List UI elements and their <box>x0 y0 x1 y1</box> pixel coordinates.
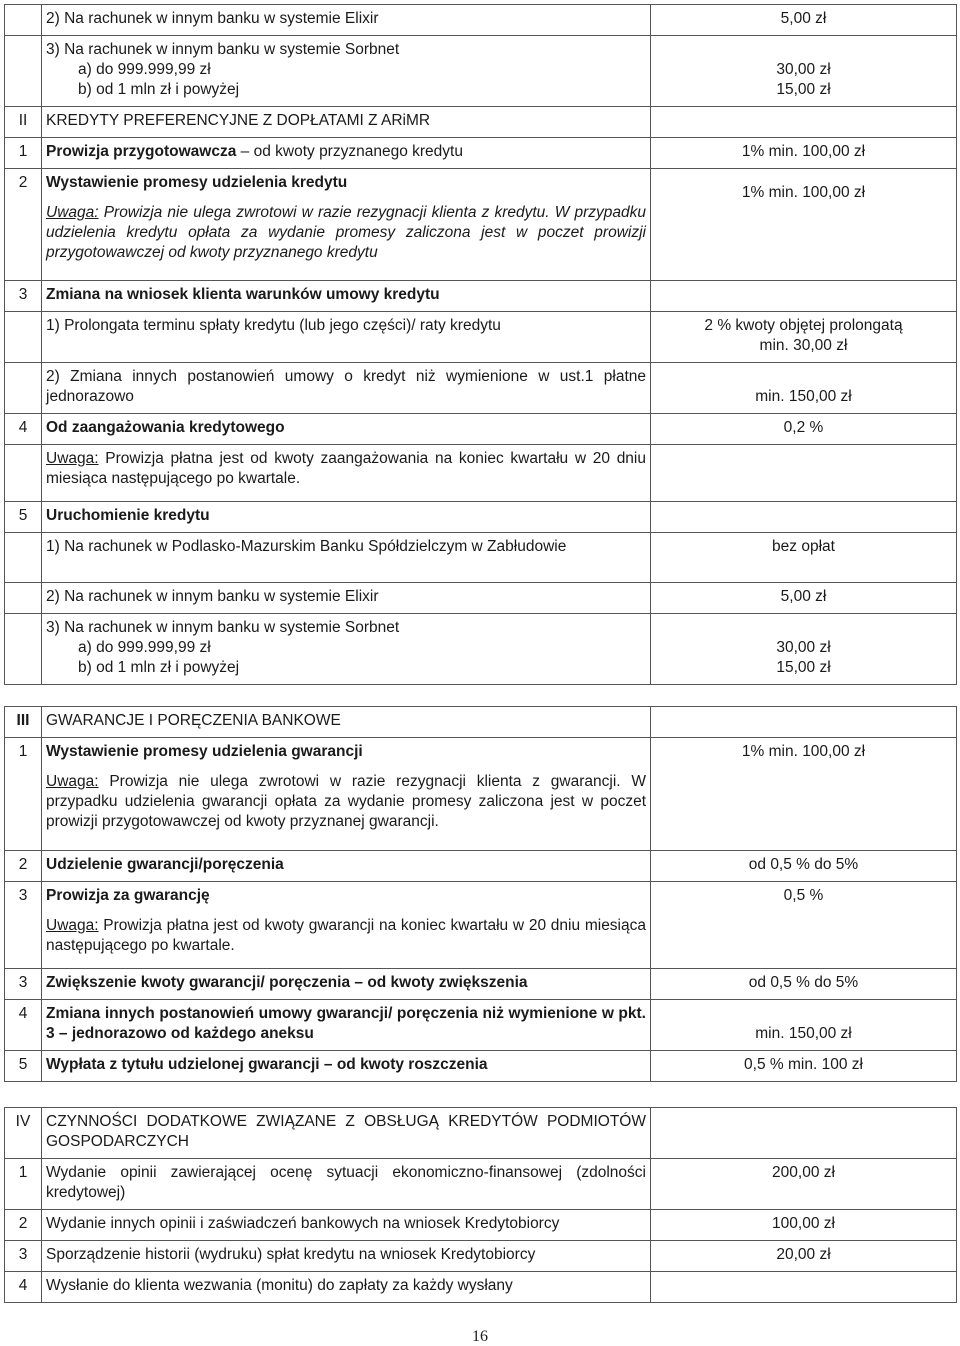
fee-row-amount: 2 % kwoty objętej prolongatą min. 30,00 zł <box>651 312 957 363</box>
fee-row-title: Uruchomienie kredytu <box>42 502 651 533</box>
fee-subrow: 2) Zmiana innych postanowień umowy o kredyt niż wymienione w ust.1 płatne jednorazowo <box>42 363 651 414</box>
fee-row-title: Zwiększenie kwoty gwarancji/ poręczenia – od kwoty zwiększenia <box>42 969 651 1000</box>
fee-subrow: 2) Na rachunek w innym banku w systemie Elixir <box>42 583 651 614</box>
fee-row-title: Prowizja za gwarancję Uwaga: Prowizja płatna jest od kwoty gwarancji na koniec kwartału w 20 dniu miesiąca następującego po kwartale. <box>42 882 651 969</box>
section-num: III <box>5 707 42 738</box>
section-num: IV <box>5 1108 42 1159</box>
fee-row-title: Sporządzenie historii (wydruku) spłat kredytu na wniosek Kredytobiorcy <box>42 1241 651 1272</box>
fee-row-title: Wydanie innych opinii i zaświadczeń bankowych na wniosek Kredytobiorcy <box>42 1210 651 1241</box>
page-number: 16 <box>472 1328 488 1345</box>
fee-row-title: Zmiana na wniosek klienta warunków umowy kredytu <box>42 281 651 312</box>
fee-row-amount: 0,2 % <box>651 414 957 445</box>
fee-note: Uwaga: Prowizja nie ulega zwrotowi w razie rezygnacji klienta z kredytu. W przypadku udzielenia kredytu opłata za wydanie promesy zaliczona jest w poczet prowizji przygotowawczej od kwoty przyznanego kredytu <box>46 204 646 261</box>
fee-row-amount: min. 150,00 zł <box>651 1000 957 1051</box>
sorbnet-row: 3) Na rachunek w innym banku w systemie Sorbnet a) do 999.999,99 zł b) od 1 mln zł i powyżej <box>42 36 651 107</box>
section-num: II <box>5 107 42 138</box>
fee-note: Uwaga: Prowizja płatna jest od kwoty gwarancji na koniec kwartału w 20 dniu miesiąca następującego po kwartale. <box>46 917 646 954</box>
elixir-row-amount: 5,00 zł <box>651 5 957 36</box>
fee-row-amount: 0,5 % min. 100 zł <box>651 1051 957 1082</box>
fee-row-amount: 20,00 zł <box>651 1241 957 1272</box>
fee-row-amount: bez opłat <box>651 533 957 583</box>
fee-row-amount: 0,5 % <box>651 882 957 969</box>
fee-row-title: Prowizja przygotowawcza – od kwoty przyznanego kredytu <box>42 138 651 169</box>
fee-row-title: Udzielenie gwarancji/poręczenia <box>42 851 651 882</box>
fee-note: Uwaga: Prowizja nie ulega zwrotowi w razie rezygnacji klienta z gwarancji. W przypadku udzielenia gwarancji opłata za wydanie promesy zaliczona jest w poczet prowizji przygotowawczej od kwoty przyznanej gwarancji. <box>46 773 646 830</box>
fee-row-amount: 30,00 zł 15,00 zł <box>651 614 957 685</box>
section-title: GWARANCJE I PORĘCZENIA BANKOWE <box>42 707 651 738</box>
fee-subrow: 1) Prolongata terminu spłaty kredytu (lub jego części)/ raty kredytu <box>42 312 651 363</box>
fee-row-amount: min. 150,00 zł <box>651 363 957 414</box>
fee-table-credits: 2) Na rachunek w innym banku w systemie Elixir 5,00 zł 3) Na rachunek w innym banku w systemie Sorbnet a) do 999.999,99 zł b) od 1 mln zł i powyżej 30,00 zł 15,00 zł II KREDYTY PREFERENCYJNE Z DOPŁATAMI Z ARiMR 1 Prowizja przygotowawcza – od kwoty przyznanego kredytu 1% min. 100,00 zł 2 Wystawienie promesy udzielenia kredytu Uwaga: Prowizja nie ulega zwrotowi w razie rezygnacji klienta z kredytu. W przypadku udzielenia kredytu opłata za wydanie promesy zaliczona jest w poczet prowizji przygotowawczej od kwoty przyznanego kredytu 1% min. 100,00 zł 3 Zmiana na wniosek klienta warunków umowy kredytu 1) Prolongata terminu spłaty kredytu (lub jego części)/ raty kredytu 2 % kwoty objętej prolongatą min. 30,00 zł 2) Zmiana innych postanowień umowy o kredyt niż wymienione w ust.1 płatne jednorazowo min. 150,00 zł 4 Od zaangażowania kredytowego 0,2 % Uwaga: Prowizja płatna jest od kwoty zaangażowania na koniec kwartału w 20 dniu miesiąca następującego po kwartale. 5 Uruchomienie kredytu 1) Na rachunek w Podlasko-Mazurskim Banku Spółdzielczym w Zabłudowie bez opłat 2) Na rachunek w innym banku w systemie Elixir 5,00 zł 3) Na rachunek w innym banku w systemie Sorbnet a) do 999.999,99 zł b) od 1 mln zł i powyżej 30,00 zł 15,00 zł <box>4 4 957 685</box>
fee-row-amount: 1% min. 100,00 zł <box>651 169 957 281</box>
fee-row-amount: 100,00 zł <box>651 1210 957 1241</box>
section-title: KREDYTY PREFERENCYJNE Z DOPŁATAMI Z ARiMR <box>42 107 651 138</box>
fee-row-title: Wydanie opinii zawierającej ocenę sytuacji ekonomiczno-finansowej (zdolności kredytowej) <box>42 1159 651 1210</box>
fee-row-amount: 1% min. 100,00 zł <box>651 738 957 851</box>
fee-row-amount: od 0,5 % do 5% <box>651 969 957 1000</box>
fee-subrow: 1) Na rachunek w Podlasko-Mazurskim Banku Spółdzielczym w Zabłudowie <box>42 533 651 583</box>
fee-row-amount: 5,00 zł <box>651 583 957 614</box>
row-num <box>5 5 42 36</box>
fee-row-title: Wystawienie promesy udzielenia gwarancji Uwaga: Prowizja nie ulega zwrotowi w razie rezygnacji klienta z gwarancji. W przypadku udzielenia gwarancji opłata za wydanie promesy zaliczona jest w poczet prowizji przygotowawczej od kwoty przyznanej gwarancji. <box>42 738 651 851</box>
fee-note: Uwaga: Prowizja płatna jest od kwoty zaangażowania na koniec kwartału w 20 dniu miesiąca następującego po kwartale. <box>42 445 651 502</box>
fee-table-guarantees: III GWARANCJE I PORĘCZENIA BANKOWE 1 Wystawienie promesy udzielenia gwarancji Uwaga: Prowizja nie ulega zwrotowi w razie rezygnacji klienta z gwarancji. W przypadku udzielenia gwarancji opłata za wydanie promesy zaliczona jest w poczet prowizji przygotowawczej od kwoty przyznanej gwarancji. 1% min. 100,00 zł 2 Udzielenie gwarancji/poręczenia od 0,5 % do 5% 3 Prowizja za gwarancję Uwaga: Prowizja płatna jest od kwoty gwarancji na koniec kwartału w 20 dniu miesiąca następującego po kwartale. 0,5 % 3 Zwiększenie kwoty gwarancji/ poręczenia – od kwoty zwiększenia od 0,5 % do 5% 4 Zmiana innych postanowień umowy gwarancji/ poręczenia niż wymienione w pkt. 3 – jednorazowo od każdego aneksu min. 150,00 zł 5 Wypłata z tytułu udzielonej gwarancji – od kwoty roszczenia 0,5 % min. 100 zł <box>4 706 957 1082</box>
fee-row-title: Wysłanie do klienta wezwania (monitu) do zapłaty za każdy wysłany <box>42 1272 651 1303</box>
fee-row-amount: 200,00 zł <box>651 1159 957 1210</box>
section-title: CZYNNOŚCI DODATKOWE ZWIĄZANE Z OBSŁUGĄ KREDYTÓW PODMIOTÓW GOSPODARCZYCH <box>42 1108 651 1159</box>
fee-table-additional: IV CZYNNOŚCI DODATKOWE ZWIĄZANE Z OBSŁUGĄ KREDYTÓW PODMIOTÓW GOSPODARCZYCH 1 Wydanie opinii zawierającej ocenę sytuacji ekonomiczno-finansowej (zdolności kredytowej) 200,00 zł 2 Wydanie innych opinii i zaświadczeń bankowych na wniosek Kredytobiorcy 100,00 zł 3 Sporządzenie historii (wydruku) spłat kredytu na wniosek Kredytobiorcy 20,00 zł 4 Wysłanie do klienta wezwania (monitu) do zapłaty za każdy wysłany <box>4 1107 957 1303</box>
fee-row-title: Wystawienie promesy udzielenia kredytu Uwaga: Prowizja nie ulega zwrotowi w razie rezygnacji klienta z kredytu. W przypadku udzielenia kredytu opłata za wydanie promesy zaliczona jest w poczet prowizji przygotowawczej od kwoty przyznanego kredytu <box>42 169 651 281</box>
fee-row-amount: 1% min. 100,00 zł <box>651 138 957 169</box>
sorbnet-amounts: 30,00 zł 15,00 zł <box>651 36 957 107</box>
elixir-row-text: 2) Na rachunek w innym banku w systemie Elixir <box>42 5 651 36</box>
fee-row-title: Wypłata z tytułu udzielonej gwarancji – od kwoty roszczenia <box>42 1051 651 1082</box>
fee-subrow: 3) Na rachunek w innym banku w systemie Sorbnet a) do 999.999,99 zł b) od 1 mln zł i powyżej <box>42 614 651 685</box>
fee-row-amount <box>651 1272 957 1303</box>
fee-row-amount: od 0,5 % do 5% <box>651 851 957 882</box>
fee-row-title: Od zaangażowania kredytowego <box>42 414 651 445</box>
fee-row-title: Zmiana innych postanowień umowy gwarancji/ poręczenia niż wymienione w pkt. 3 – jednorazowo od każdego aneksu <box>42 1000 651 1051</box>
